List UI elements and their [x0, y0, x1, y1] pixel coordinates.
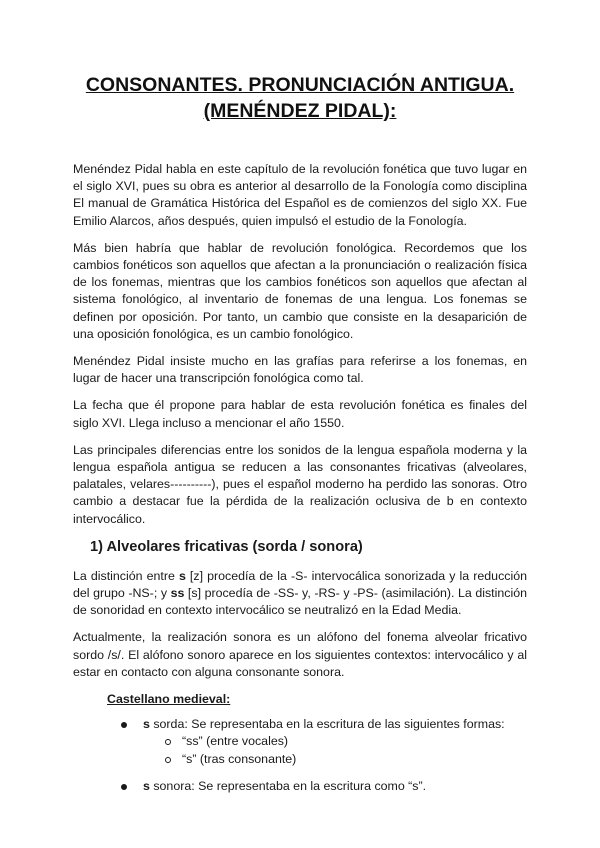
document-body: [73, 161, 527, 795]
title-line-2: (MENÉNDEZ PIDAL):: [203, 100, 397, 122]
text-run: La distinción entre: [73, 568, 179, 583]
bold-s: s: [178, 568, 186, 583]
list-item: [121, 778, 527, 795]
page-title: [73, 72, 527, 124]
bold-ss: ss: [170, 586, 185, 601]
section-paragraph-2: Actualmente, la realización sonora es un alófono del fonema alveolar fricativo sordo /s/. El alófono sonoro aparece en los siguientes contextos: intervocálico y al estar en contacto con alguna consonante sonora.: [73, 630, 527, 679]
sub-list-item: “s” (tras consonante): [165, 751, 527, 768]
text-run: [s] procedía de -SS- y, -RS- y -PS- (asimilación). La distinción de sonoridad en contexto intervocálico se neutralizó en la Edad Media.: [73, 586, 527, 618]
bold-s: s: [143, 717, 150, 732]
list-item: [121, 716, 527, 768]
section-heading: 1) Alveolares fricativas (sorda / sonora): [90, 538, 363, 555]
title-line-1: CONSONANTES. PRONUNCIACIÓN ANTIGUA.: [85, 74, 515, 96]
paragraph-5: Las principales diferencias entre los sonidos de la lengua española moderna y la lengua española antigua se reducen a las consonantes fricativas (alveolares, palatales, velares----------), pues el español moderno ha perdido las sonoras. Otro cambio a destacar fue la pérdida de la realización oclusiva de b en contexto intervocálico.: [73, 442, 527, 526]
paragraph-2: Más bien habría que hablar de revolución fonológica. Recordemos que los cambios fonéticos son aquellos que afectan a la pronunciación o realización física de los fonemas, mientras que los cambios fonéticos son aquellos que afectan al sistema fonológico, al inventario de fonemas de una lengua. Los fonemas se definen por oposición. Por tanto, un cambio que consiste en la desaparición de una oposición fonológica, es un cambio fonológico.: [73, 240, 527, 341]
bullet-list: [121, 716, 527, 795]
text-run: [z] procedía de la -S- intervocálica sonorizada y la reducción del grupo -NS-; y: [73, 568, 527, 601]
paragraph-3: Menéndez Pidal insiste mucho en las grafías para referirse a los fonemas, en lugar de hacer una transcripción fonológica como tal.: [73, 354, 527, 386]
subheading: Castellano medieval:: [107, 692, 231, 707]
bold-s: s: [143, 778, 150, 793]
sub-list-item: “ss” (entre vocales): [165, 733, 527, 750]
list-item-text: sorda: Se representaba en la escritura de las siguientes formas:: [149, 717, 505, 732]
sub-list: [165, 733, 527, 767]
paragraph-4: La fecha que él propone para hablar de esta revolución fonética es finales del siglo XVI. Llega incluso a mencionar el año 1550.: [73, 398, 527, 430]
paragraph-1: Menéndez Pidal habla en este capítulo de la revolución fonética que tuvo lugar en el siglo XVI, pues su obra es anterior al desarrollo de la Fonología como disciplina El manual de Gramática Histórica del Español es de comienzos del siglo XX. Fue Emilio Alarcos, años después, quien impulsó el estudio de la Fonología.: [73, 162, 527, 228]
list-item-text: sonora: Se representaba en la escritura como “s”.: [149, 778, 427, 793]
section-paragraph-1: [73, 568, 527, 620]
